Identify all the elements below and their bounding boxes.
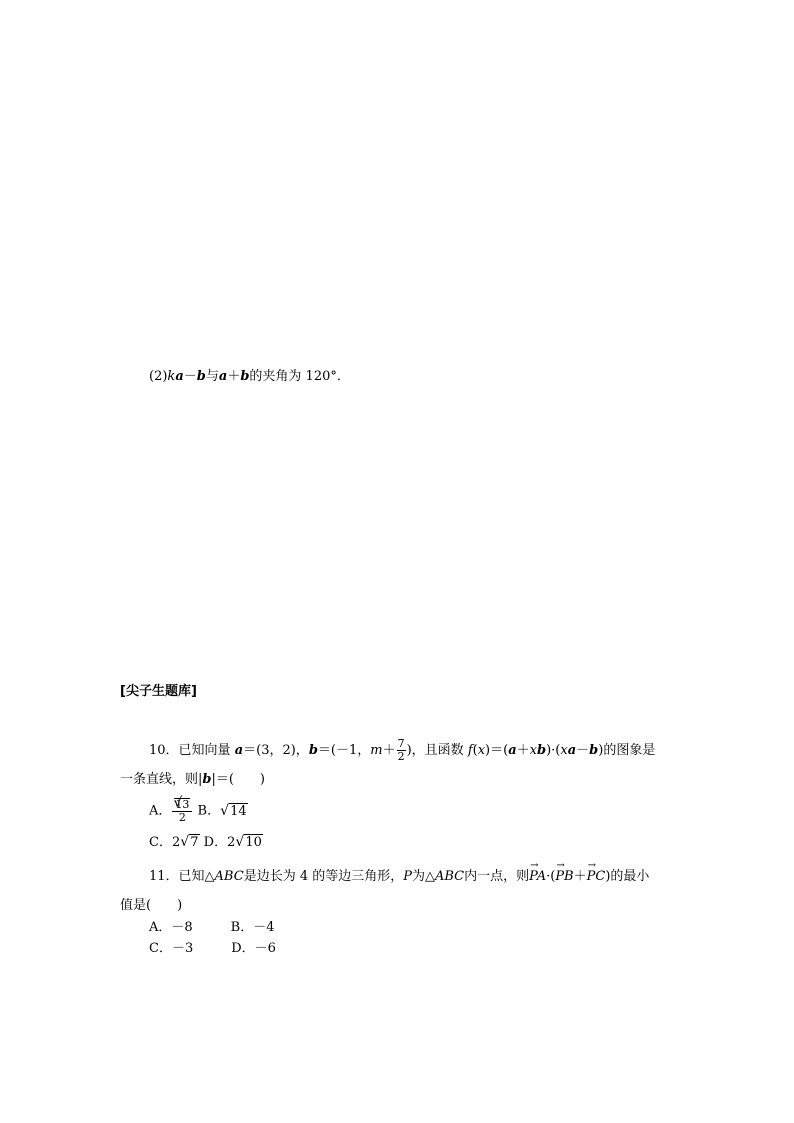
dot-product: )·( [546,743,561,758]
q11-options-ab [149,919,275,937]
q11-line1 [149,868,649,886]
q11-options-cd [149,940,276,958]
plus-sign: ＋ [382,743,396,758]
sqrt-sign [173,798,191,811]
plus-sign: ＋ [516,743,530,758]
part2-prefix: (2) [149,369,168,384]
vec-b: b [202,772,212,787]
radicand: √ 13 [175,798,190,811]
dot-product: ·( [546,869,556,884]
var-x: x [560,743,568,758]
q11-text: 是边长为 4 的等边三角形， [243,869,404,884]
radicand: 14 [230,803,247,819]
vector-pa: → PA [529,868,546,886]
var-x: x [529,743,537,758]
fraction-7-2 [397,738,406,763]
q11-tail: )的最小 [605,869,650,884]
vec-a: a [175,369,184,384]
q10-line2-post: |＝( ) [211,772,266,787]
q10-tail: )的图象是 [598,743,656,758]
option-a-fraction [172,798,192,824]
sqrt-sign [220,803,248,821]
q10-a-value: ＝(3，2)， [243,743,309,758]
option-c-label: C．2 [149,835,181,850]
plus-sign: ＋ [573,869,587,884]
q11-text: 为△ [411,869,435,884]
minus-sign: － [576,743,590,758]
q10-close: )，且函数 [406,743,464,758]
sqrt-sign [235,834,263,852]
q11-lead: 11．已知△ [149,869,215,884]
vector-pc: → PC [587,868,606,886]
func-f: f [467,743,473,758]
q10-b-value: ＝(－1， [317,743,371,758]
option-a: A．－8 [149,920,193,935]
radicand: 10 [245,835,262,850]
vec-a: a [508,743,517,758]
option-d: D．－6 [231,941,276,956]
option-b: B．－4 [230,920,275,935]
vector-pb: → PB [555,868,573,886]
vec-b: b [537,743,547,758]
fraction-denominator: 2 [178,811,186,824]
text-yu: 与 [205,369,219,384]
vec-b: b [240,369,250,384]
section-title: [尖子生题库] [120,684,197,699]
q10-line2-pre: 一条直线，则| [120,772,203,787]
part2-line [149,368,350,386]
vec-a: a [234,743,244,758]
option-c: C．－3 [149,941,194,956]
fraction-numerator: 7 [397,737,405,750]
sqrt-sign [180,834,199,852]
q10-options-cd [149,834,263,852]
radicand: 7 [190,835,199,850]
q11-text: 内一点，则 [464,869,530,884]
triangle-abc: ABC [434,869,465,884]
vec-b: b [196,369,206,384]
vec-a: a [567,743,577,758]
q10-line2 [120,771,265,789]
triangle-abc: ABC [214,869,244,884]
var-m: m [370,743,383,758]
q10-options-ab [149,798,248,824]
point-p: P [403,869,412,884]
q10-lead: 10．已知向量 [149,743,231,758]
minus-sign: － [183,369,197,384]
vec-a: a [218,369,228,384]
part2-suffix: 的夹角为 120°． [249,369,350,384]
option-b-label: B． [197,803,221,819]
q10-line1: 10．已知向量 a＝(3，2)，b＝(－1，m＋ $\frac{7}{2}$ )，且函数 f(x)＝(a＋xb)·(xa－b)的图象是 [149,737,656,763]
option-d-label: D．2 [203,835,236,850]
vec-b: b [589,743,599,758]
fraction-denominator: 2 [397,750,405,763]
q10-eq: )＝( [485,743,509,758]
plus-sign: ＋ [227,369,241,384]
var-x: x [477,743,486,758]
var-k: k [167,369,176,384]
vec-b: b [308,743,318,758]
option-a-label: A． [149,803,172,819]
q11-line2: 值是( ) [120,898,183,913]
